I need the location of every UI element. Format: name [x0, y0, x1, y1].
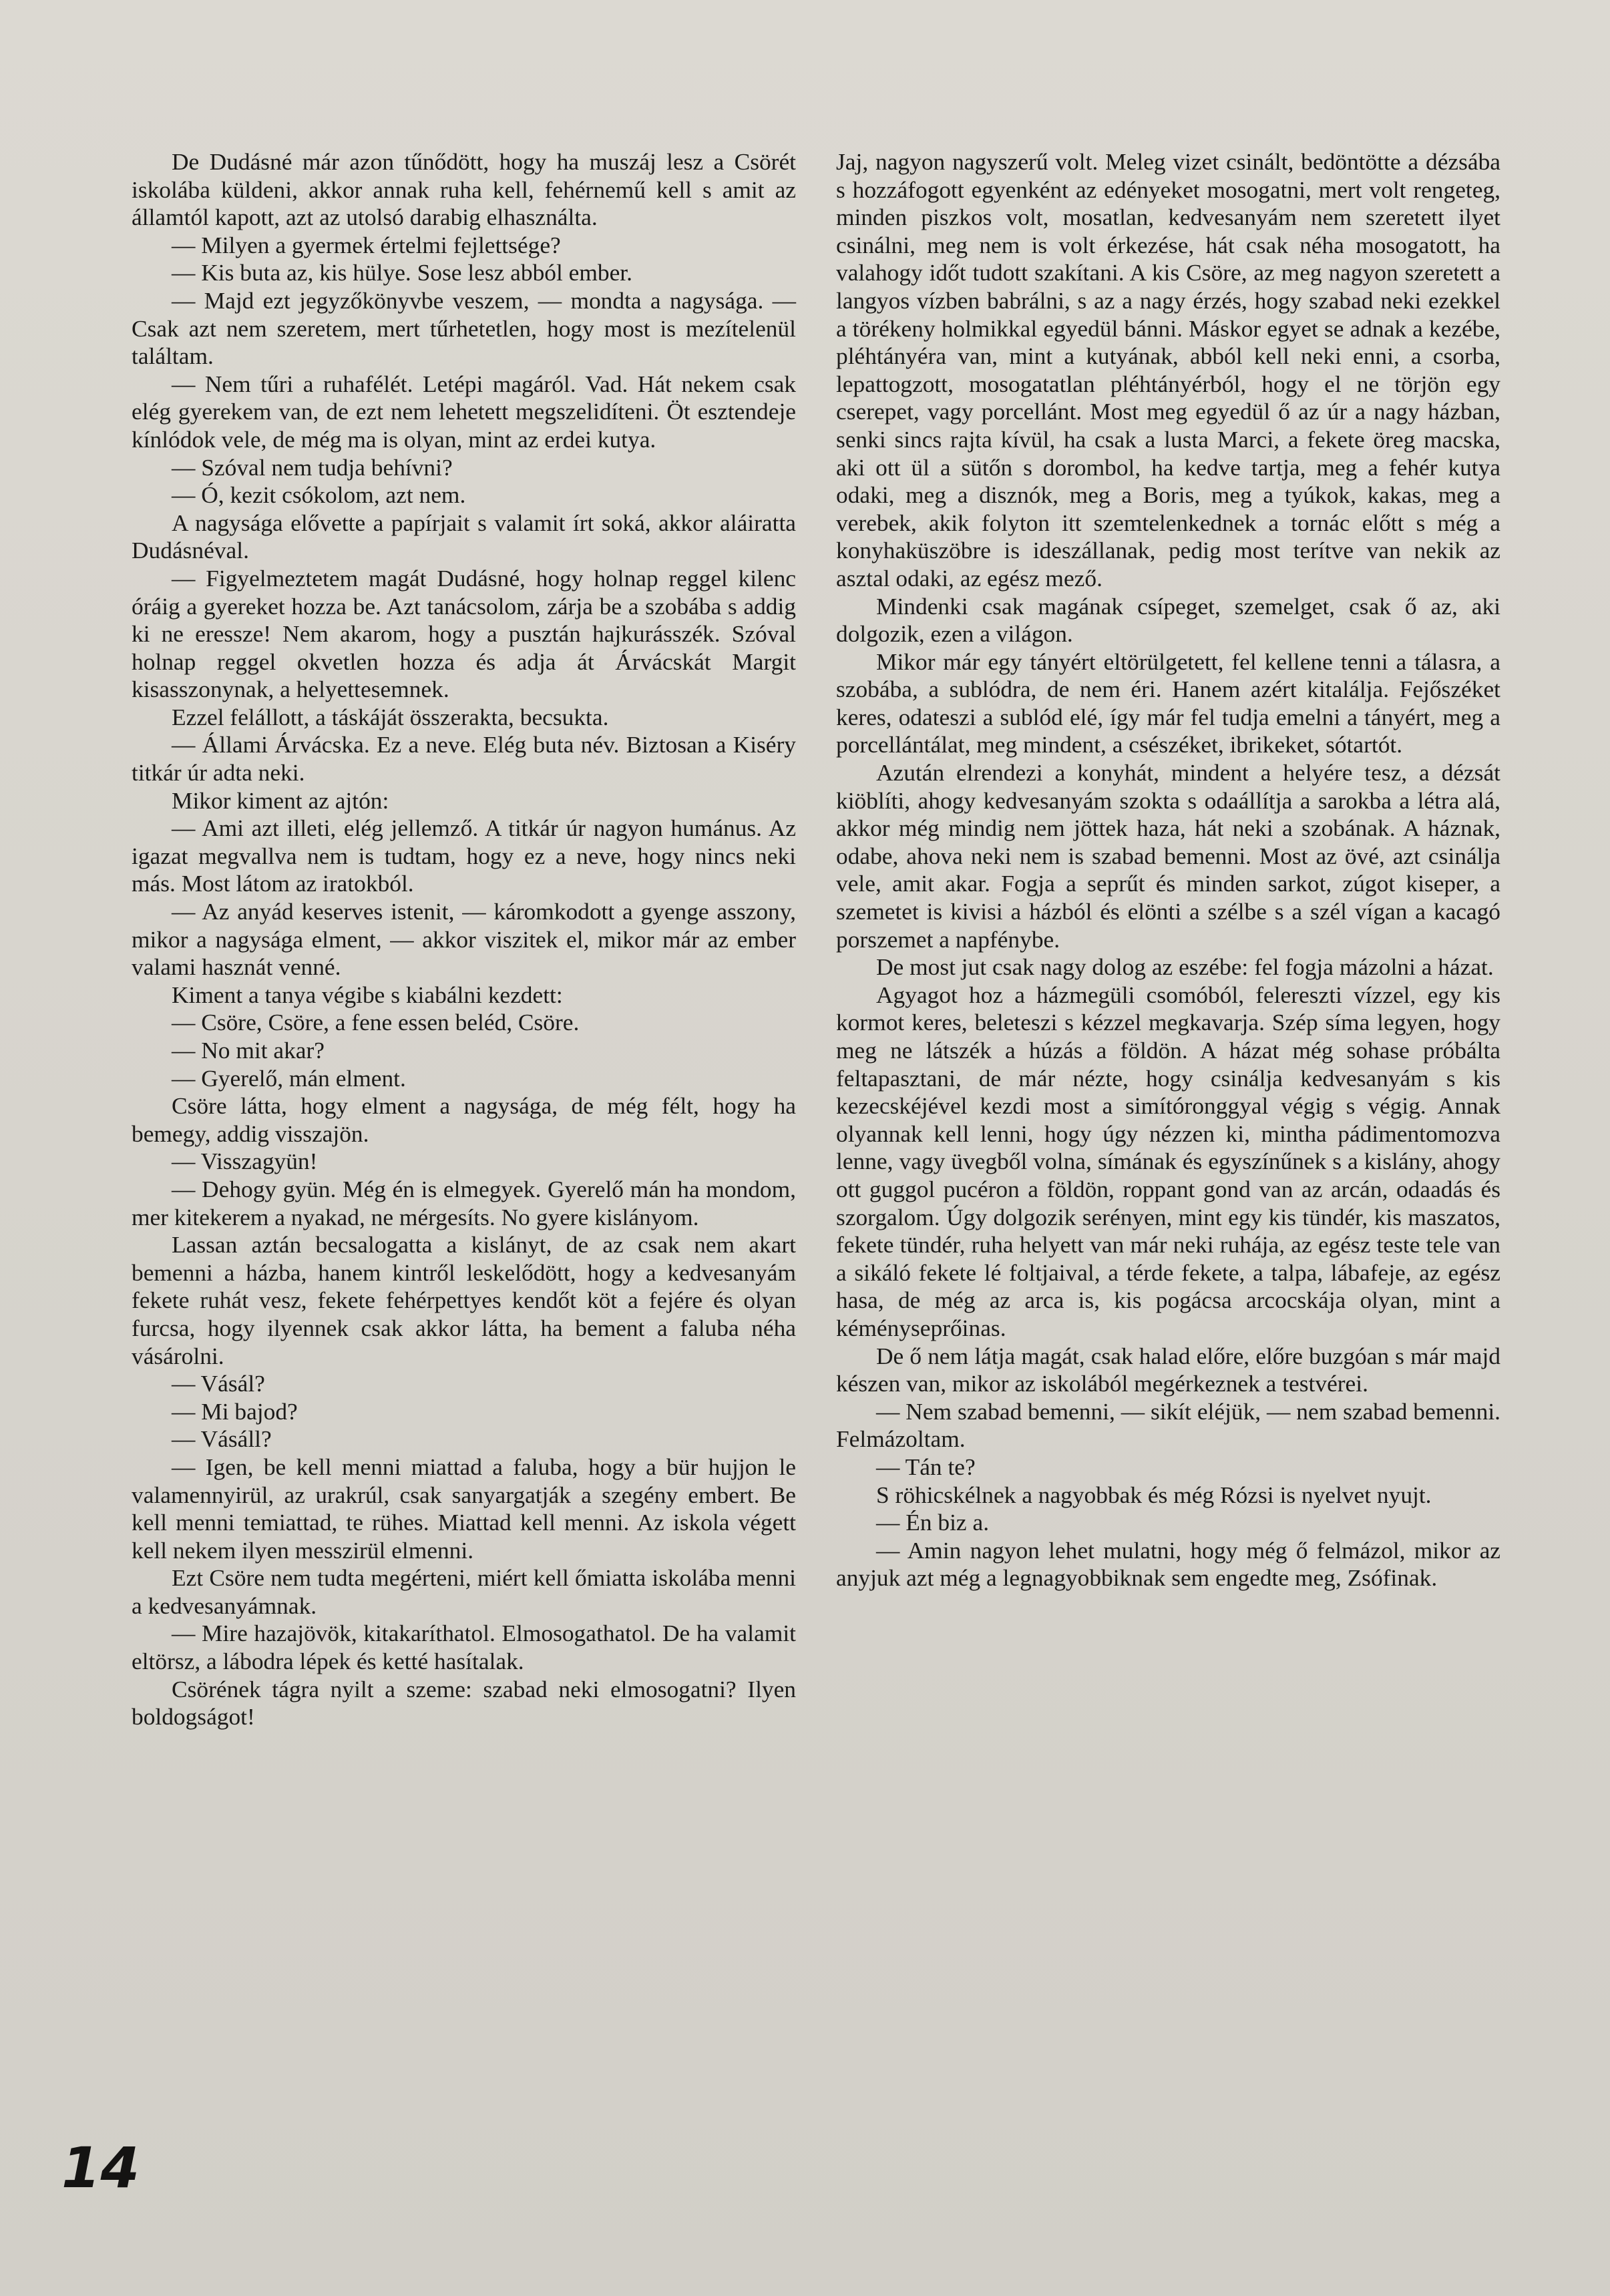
paragraph: Jaj, nagyon nagyszerű volt. Meleg vizet csinált, bedöntötte a dézsába s hozzáfogott egyenként az edényeket mosogatni, mert volt rengeteg, minden piszkos volt, mosatlan, kedvesanyám nem szeretett ilyet csinálni, meg nem is volt érkezése, hát csak néha mosogatott, ha valahogy időt tudott szakítani. A kis Csöre, az meg nagyon szeretett a langyos vízben babrálni, s az a nagy érzés, hogy szabad neki ezekkel a törékeny holmikkal egyedül bánni. Máskor egyet se adnak a kezébe, pléhtányéra van, mint a kutyának, abból kell neki enni, a csorba, lepattogzott, mosogatatlan pléhtányérból, hogy el ne törjön egy cserepet, vagy porcellánt. Most meg egyedül ő az úr a nagy házban, senki sincs rajta kívül, ha csak a lusta Marci, a fekete öreg macska, aki ott ül a sütőn s dorombol, ha kedve tartja, meg a fehér kutya odaki, meg a disznók, meg a Boris, meg a tyúkok, kakas, meg a verebek, akik folyton itt szemtelenkednek a tornác előtt s még a konyhaküszöbre is ideszállanak, pedig most terítve van nekik az asztal odaki, az egész mező. [836, 148, 1500, 592]
paragraph: — Ami azt illeti, elég jellemző. A titkár úr nagyon humánus. Az igazat megvallva nem is tudtam, hogy ez a neve, hogy nincs neki más. Most látom az iratokból. [132, 815, 796, 897]
paragraph: — Nem tűri a ruhafélét. Letépi magáról. Vad. Hát nekem csak elég gyerekem van, de ezt nem lehetett megszelidíteni. Öt esztendeje kínlódok vele, de még ma is olyan, mint az erdei kutya. [132, 370, 796, 453]
paragraph: Mikor már egy tányért eltörülgetett, fel kellene tenni a tálasra, a szobába, a sublódra, de nem éri. Hanem azért kitalálja. Fejőszéket keres, odateszi a sublód elé, így már fel tudja emelni a tányért, meg a porcellántálat, meg mindent, a csészéket, ibrikeket, sótartót. [836, 648, 1500, 758]
paragraph: Lassan aztán becsalogatta a kislányt, de az csak nem akart bemenni a házba, hanem kintről leskelődött, hogy a kedvesanyám fekete ruhát vesz, fekete fehérpettyes kendőt köt a fejére és olyan furcsa, hogy ilyennek csak akkor látta, ha bement a faluba néha vásárolni. [132, 1231, 796, 1369]
right-text-column [836, 148, 1500, 1592]
paragraph: — Vásáll? [172, 1425, 272, 1453]
paragraph: S röhicskélnek a nagyobbak és még Rózsi is nyelvet nyujt. [876, 1481, 1432, 1508]
paragraph: — Vásál? [172, 1370, 265, 1397]
paragraph: — Majd ezt jegyzőkönyvbe veszem, — mondta a nagysága. — Csak azt nem szeretem, mert tűrhetetlen, hogy most is mezítelenül találtam. [132, 286, 796, 370]
paragraph: De most jut csak nagy dolog az eszébe: fel fogja mázolni a házat. [876, 953, 1494, 981]
paragraph: De Dudásné már azon tűnődött, hogy ha muszáj lesz a Csörét iskolába küldeni, akkor annak ruha kell, fehérnemű kell s amit az államtól kapott, azt az utolsó darabig elhasználta. [132, 148, 796, 231]
paragraph: — Mi bajod? [172, 1397, 298, 1425]
paragraph: Mindenki csak magának csípeget, szemelget, csak ő az, aki dolgozik, ezen a világon. [836, 592, 1500, 648]
paragraph: Azután elrendezi a konyhát, mindent a helyére tesz, a dézsát kiöblíti, ahogy kedvesanyám szokta s odaállítja a sarokba a létra alá, akkor még mindig nem jöttek haza, hát neki a szobának. A háznak, odabe, ahova neki nem is szabad bemenni. Most az övé, azt csinálja vele, amit akar. Fogja a seprűt és minden sarkot, zúgot kiseper, a szemetet is kivisi a házból és elönti a szélbe s a szél vígan a kacagó porszemet a napfénybe. [836, 759, 1500, 953]
paragraph: A nagysága elővette a papírjait s valamit írt soká, akkor aláiratta Dudásnéval. [132, 509, 796, 564]
paragraph: — Ó, kezit csókolom, azt nem. [172, 481, 466, 509]
paragraph: — Csöre, Csöre, a fene essen beléd, Csöre. [172, 1009, 580, 1036]
paragraph: — Én biz a. [876, 1509, 990, 1536]
paragraph: — Kis buta az, kis hülye. Sose lesz abból ember. [172, 259, 632, 286]
paragraph: — Visszagyün! [172, 1148, 318, 1175]
paragraph: — Gyerelő, mán elment. [172, 1064, 406, 1092]
paragraph: Agyagot hoz a házmegüli csomóból, felereszti vízzel, egy kis kormot keres, beleteszi s kézzel megkavarja. Szép síma legyen, hogy meg ne látszék a húzás a földön. A házat még sohase próbálta feltapasztani, de már nézte, hogy csinálja kedvesanyám s kis kezecskéjével kezdi most a simítóronggyal végig s végig. Annak olyannak kell lenni, hogy úgy nézzen ki, mintha pádimentomozva lenne, vagy üvegből volna, símának és egyszínűnek s a kislány, ahogy ott guggol pucéron a földön, roppant gond van az arcán, odaadás és szorgalom. Úgy dolgozik serényen, mint egy kis tündér, kis maszatos, fekete tündér, ruha helyett van már neki ruhája, az egész teste tele van a sikáló fekete lé foltjaival, a térde fekete, a talpa, lábafeje, az egész hasa, de még az arca is, kis pogácsa arcocskája olyan, mint a kéményseprőinas. [836, 981, 1500, 1341]
paragraph: — Állami Árvácska. Ez a neve. Elég buta név. Biztosan a Kiséry titkár úr adta neki. [132, 731, 796, 786]
paragraph: — Az anyád keserves istenit, — káromkodott a gyenge asszony, mikor a nagysága elment, — akkor viszitek el, mikor már az ember valami hasznát venné. [132, 898, 796, 981]
paragraph: Kiment a tanya végibe s kiabálni kezdett: [172, 981, 563, 1008]
paragraph: — Milyen a gyermek értelmi fejlettsége? [172, 231, 561, 258]
paragraph: — Szóval nem tudja behívni? [172, 453, 453, 481]
paragraph: Csöre látta, hogy elment a nagysága, de még félt, hogy ha bemegy, addig visszajön. [132, 1092, 796, 1147]
paragraph: — Figyelmeztetem magát Dudásné, hogy holnap reggel kilenc óráig a gyereket hozza be. Azt tanácsolom, zárja be a szobába s addig ki ne eressze! Nem akarom, hogy a pusztán hajkurásszék. Szóval holnap reggel okvetlen hozza és adja át Árvácskát Margit kisasszonynak, a helyettesemnek. [132, 564, 796, 703]
paragraph: Csörének tágra nyilt a szeme: szabad neki elmosogatni? Ilyen boldogságot! [132, 1675, 796, 1731]
paragraph: — Amin nagyon lehet mulatni, hogy még ő felmázol, mikor az anyjuk azt még a legnagyobbiknak sem engedte meg, Zsófinak. [836, 1536, 1500, 1592]
paragraph: Ezt Csöre nem tudta megérteni, miért kell őmiatta iskolába menni a kedvesanyámnak. [132, 1564, 796, 1619]
page-number: 14 [61, 2135, 140, 2201]
paragraph: Ezzel felállott, a táskáját összerakta, becsukta. [172, 703, 609, 730]
paragraph: De ő nem látja magát, csak halad előre, előre buzgóan s már majd készen van, mikor az iskolából megérkeznek a testvérei. [836, 1342, 1500, 1397]
paragraph: — Tán te? [876, 1453, 976, 1480]
paragraph: — Mire hazajövök, kitakaríthatol. Elmosogathatol. De ha valamit eltörsz, a lábodra lépek és ketté hasítalak. [132, 1620, 796, 1675]
paragraph: — Nem szabad bemenni, — sikít eléjük, — nem szabad bemenni. Felmázoltam. [836, 1397, 1500, 1453]
left-text-column [132, 148, 796, 1731]
paragraph: — Dehogy gyün. Még én is elmegyek. Gyerelő mán ha mondom, mer kitekerem a nyakad, ne mérgesíts. No gyere kislányom. [132, 1175, 796, 1230]
paragraph: Mikor kiment az ajtón: [172, 786, 389, 814]
paragraph: — No mit akar? [172, 1037, 325, 1064]
paragraph: — Igen, be kell menni miattad a faluba, hogy a bür hujjon le valamennyirül, az urakrúl, csak sanyargatják a szegény embert. Be kell menni temiattad, te rühes. Miattad kell menni. Az iskola végett kell nekem ilyen messzirül elmenni. [132, 1453, 796, 1564]
